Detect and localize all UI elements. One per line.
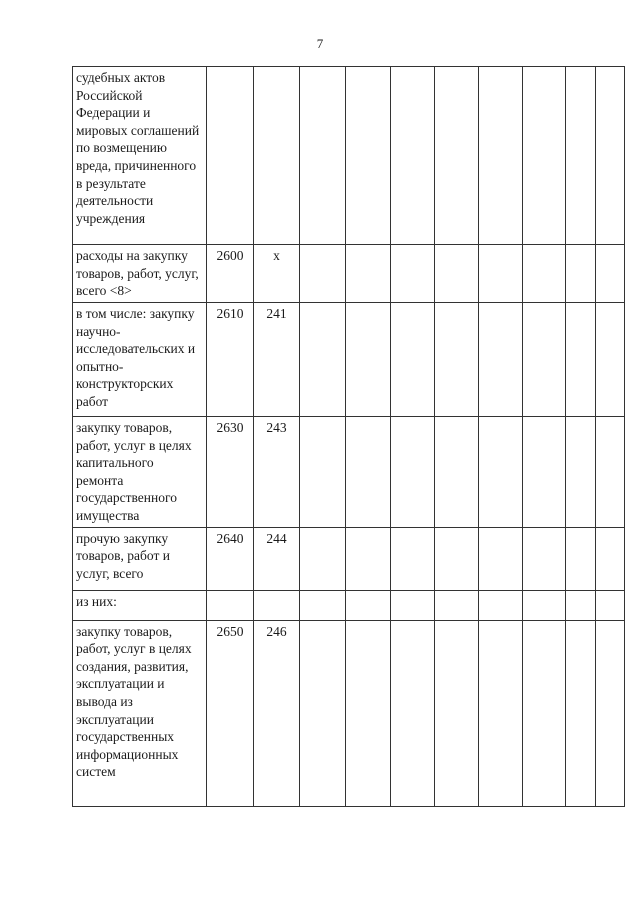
value-cell — [435, 620, 479, 806]
value-cell — [523, 620, 566, 806]
value-cell — [391, 620, 435, 806]
budget-table — [72, 66, 625, 807]
value-cell — [300, 303, 346, 417]
value-cell — [391, 303, 435, 417]
value-cell — [566, 417, 596, 528]
row-kbk — [254, 590, 300, 620]
value-cell — [523, 417, 566, 528]
value-cell — [479, 303, 523, 417]
value-cell — [479, 67, 523, 245]
value-cell — [479, 620, 523, 806]
value-cell — [435, 590, 479, 620]
row-description: судебных актов Российской Федерации и мировых соглашений по возмещению вреда, причиненного в результате деятельности учреждения — [73, 67, 207, 245]
table-row — [73, 67, 625, 245]
table-row — [73, 245, 625, 303]
row-code: 2650 — [207, 620, 254, 806]
value-cell — [346, 67, 391, 245]
value-cell — [523, 245, 566, 303]
value-cell — [596, 527, 625, 590]
value-cell — [346, 620, 391, 806]
row-description: из них: — [73, 590, 207, 620]
value-cell — [300, 590, 346, 620]
row-description: закупку товаров, работ, услуг в целях капитального ремонта государственного имущества — [73, 417, 207, 528]
table-row — [73, 527, 625, 590]
page-number: 7 — [316, 36, 324, 51]
value-cell — [523, 527, 566, 590]
value-cell — [596, 303, 625, 417]
value-cell — [435, 303, 479, 417]
table-row — [73, 417, 625, 528]
value-cell — [300, 245, 346, 303]
value-cell — [566, 245, 596, 303]
row-kbk — [254, 67, 300, 245]
row-code: 2610 — [207, 303, 254, 417]
value-cell — [435, 417, 479, 528]
value-cell — [596, 417, 625, 528]
value-cell — [346, 590, 391, 620]
value-cell — [346, 303, 391, 417]
value-cell — [596, 245, 625, 303]
row-kbk: 244 — [254, 527, 300, 590]
value-cell — [566, 67, 596, 245]
value-cell — [596, 590, 625, 620]
row-description: прочую закупку товаров, работ и услуг, всего — [73, 527, 207, 590]
value-cell — [300, 620, 346, 806]
value-cell — [596, 620, 625, 806]
row-kbk: 243 — [254, 417, 300, 528]
row-code — [207, 67, 254, 245]
value-cell — [566, 590, 596, 620]
row-code — [207, 590, 254, 620]
value-cell — [300, 527, 346, 590]
value-cell — [479, 417, 523, 528]
value-cell — [435, 67, 479, 245]
value-cell — [523, 303, 566, 417]
value-cell — [435, 245, 479, 303]
row-code: 2600 — [207, 245, 254, 303]
value-cell — [300, 67, 346, 245]
table-row — [73, 620, 625, 806]
table-row — [73, 590, 625, 620]
value-cell — [479, 590, 523, 620]
value-cell — [566, 303, 596, 417]
value-cell — [391, 245, 435, 303]
value-cell — [346, 527, 391, 590]
value-cell — [435, 527, 479, 590]
value-cell — [479, 245, 523, 303]
value-cell — [566, 620, 596, 806]
row-kbk: х — [254, 245, 300, 303]
value-cell — [346, 245, 391, 303]
row-code: 2640 — [207, 527, 254, 590]
value-cell — [596, 67, 625, 245]
value-cell — [479, 527, 523, 590]
row-description: закупку товаров, работ, услуг в целях создания, развития, эксплуатации и вывода из эксплуатации государственных информационных систем — [73, 620, 207, 806]
value-cell — [391, 590, 435, 620]
value-cell — [300, 417, 346, 528]
table-row — [73, 303, 625, 417]
value-cell — [391, 527, 435, 590]
value-cell — [346, 417, 391, 528]
row-description: расходы на закупку товаров, работ, услуг, всего <8> — [73, 245, 207, 303]
row-description: в том числе: закупку научно-исследовательских и опытно-конструкторских работ — [73, 303, 207, 417]
value-cell — [523, 67, 566, 245]
value-cell — [523, 590, 566, 620]
row-code: 2630 — [207, 417, 254, 528]
row-kbk: 246 — [254, 620, 300, 806]
value-cell — [566, 527, 596, 590]
value-cell — [391, 417, 435, 528]
row-kbk: 241 — [254, 303, 300, 417]
value-cell — [391, 67, 435, 245]
